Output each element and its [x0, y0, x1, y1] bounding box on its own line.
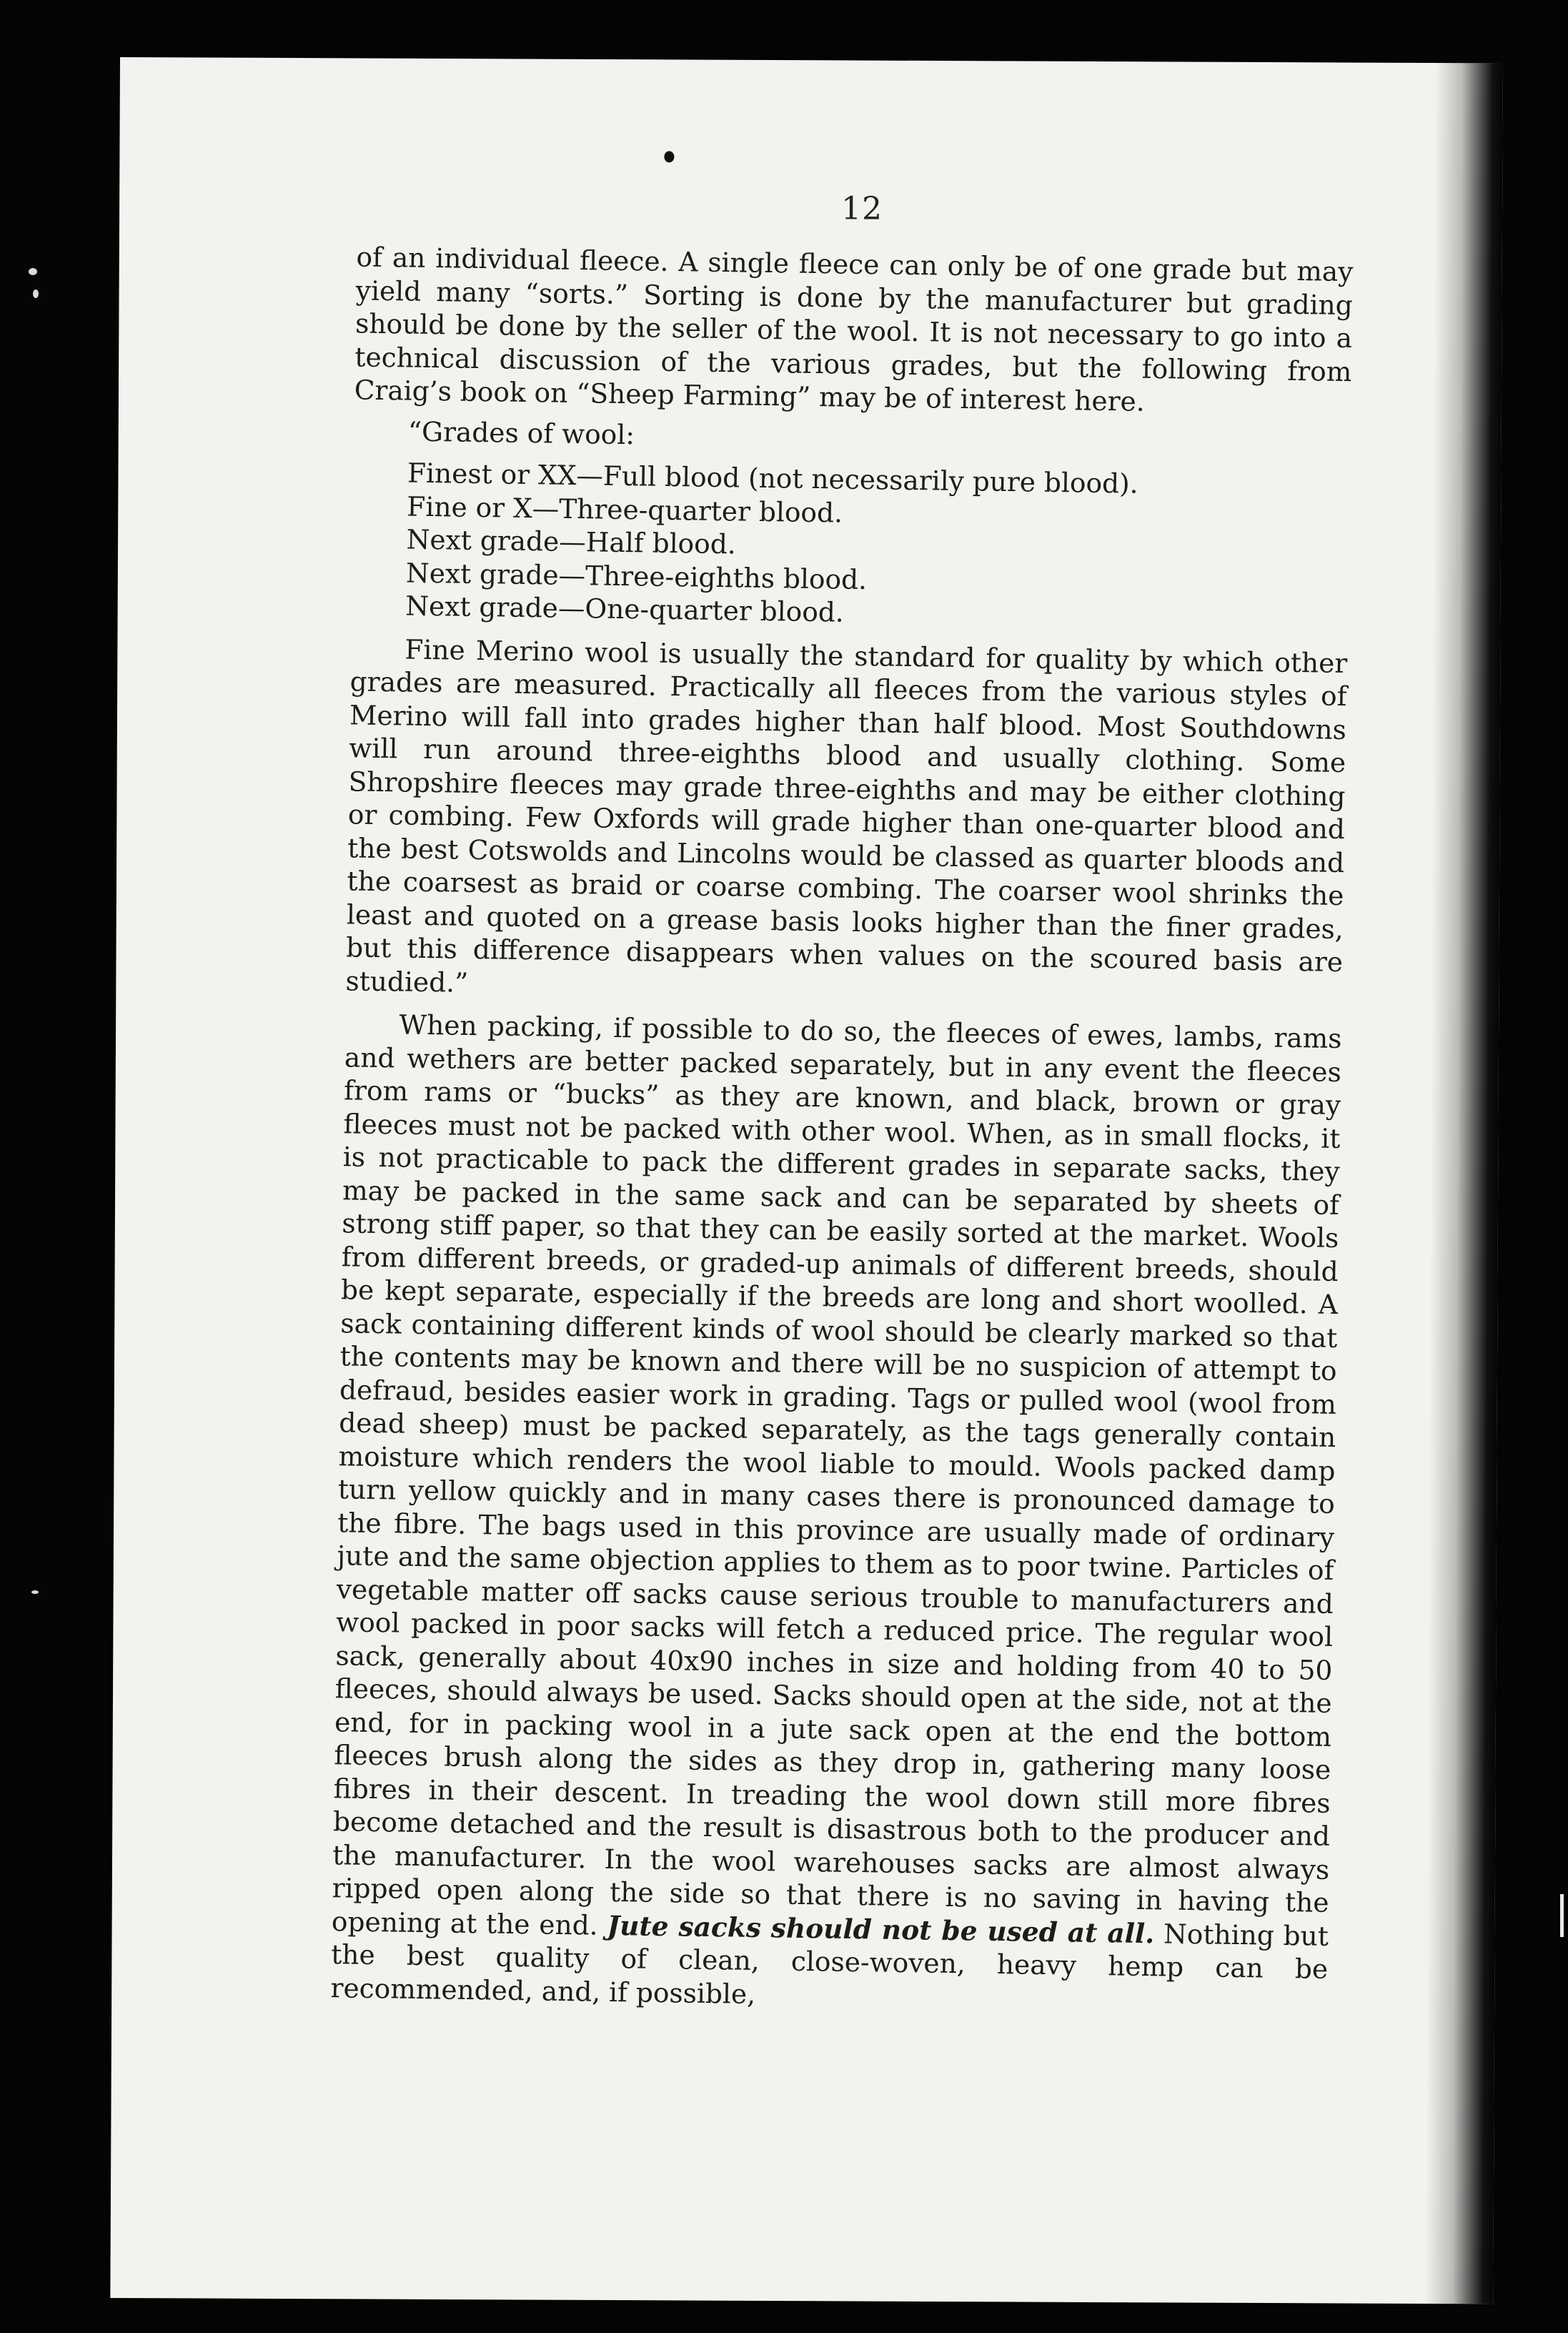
scan-speck — [31, 1590, 39, 1594]
scan-speck — [29, 268, 37, 275]
scanned-page — [110, 57, 1503, 2304]
packing-text-end: Nothing but the best quality of clean, close-woven, heavy hemp can be recommended, and, if possible, — [330, 1917, 1329, 2010]
quote-heading: “Grades of wool: — [407, 415, 635, 450]
grade-line: Next grade—One-quarter blood. — [405, 590, 845, 628]
grade-line: Finest or XX—Full blood (not necessarily pure blood). — [407, 457, 1139, 500]
paragraph-packing — [330, 1007, 1342, 2019]
page-number: 12 — [840, 190, 883, 227]
grade-line: Fine or X—Three-quarter blood. — [407, 490, 843, 529]
page-body — [330, 240, 1353, 2019]
binding-shadow — [1425, 63, 1503, 2304]
packing-text: When packing, if possible to do so, the fleeces of ewes, lambs, rams and wethers are better packed separately, but in any event the fleeces from rams or “bucks” as they are known, and black, brown or gray fleeces must not be packed with other wool. When, as in small flocks, it is not practicable to pack the different grades in separate sacks, they may be packed in the same sack and can be separated by sheets of strong stiff paper, so that they can be easily sorted at the market. Wools from different breeds, or graded-up animals of different breeds, should be kept separate, especially if the breeds are long and short woolled. A sack containing different kinds of wool should be clearly marked so that the contents may be known and there will be no suspicion of attempt to defraud, besides easier work in grading. Tags or pulled wool (wool from dead sheep) must be packed separately, as the tags generally contain moisture which renders the wool liable to mould. Wools packed damp turn yellow quickly and in many cases there is pronounced damage to the fibre. The bags used in this province are usually made of ordinary jute and the same objection applies to them as to poor twine. Particles of vegetable matter off sacks cause serious trouble to manufacturers and wool packed in poor sacks will fetch a reduced price. The regular wool sack, generally about 40x90 inches in size and holding from 40 to 50 fleeces, should always be used. Sacks should open at the side, not at the end, for in packing wool in a jute sack open at the end the bottom fleeces brush along the sides as they drop in, gathering many loose fibres in their descent. In treading the wool down still more fibres become detached and the result is disastrous both to the producer and the manufacturer. In the wool warehouses sacks are almost always ripped open along the side so that there is no saving in having the opening at the end. — [331, 1009, 1342, 1941]
grades-list — [351, 455, 1350, 636]
paragraph-intro: of an individual fleece. A single fleece can only be of one grade but may yield many “sorts.” Sorting is done by the manufacturer but grading should be done by the seller of the wool. It is not necessary to go into a technical discussion of the various grades, but the following from Craig’s book on “Sheep Farming” may be of interest here. — [354, 241, 1354, 417]
ink-dot — [664, 151, 674, 162]
grade-line: Next grade—Half blood. — [406, 523, 737, 560]
emphasis-jute-sacks: Jute sacks should not be used at all. — [607, 1909, 1155, 1949]
scan-speck — [33, 289, 39, 298]
edge-mark — [1560, 1894, 1564, 1937]
grade-line: Next grade—Three-eighths blood. — [405, 557, 868, 595]
paragraph-merino: Fine Merino wool is usually the standard for quality by which other grades are measured. Practically all fleeces from the various styles of Merino will fall into grades higher than half blood. Most Southdowns will run around three-eighths blood and usually clothing. Some Shropshire fleeces may grade three-eighths and may be either clothing or combing. Few Oxfords will grade higher than one-quarter blood and the best Cotswolds and Lincolns would be classed as quarter bloods and the coarsest as braid or coarse combing. The coarser wool shrinks the least and quoted on a grease basis looks higher than the finer grades, but this difference disappears when values on the scoured basis are studied.” — [345, 633, 1348, 999]
